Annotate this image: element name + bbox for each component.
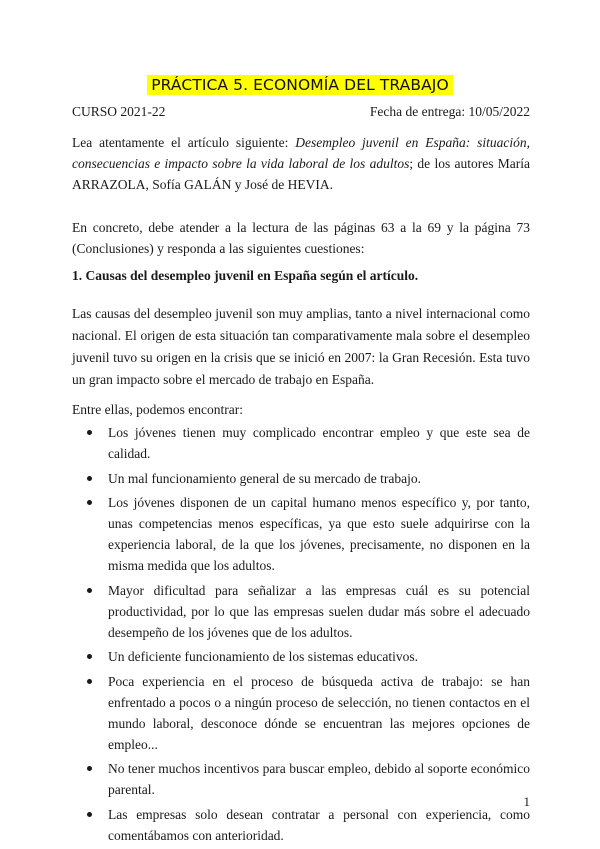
list-item: Los jóvenes tienen muy complicado encontrar empleo y que este sea de calidad.: [72, 422, 530, 464]
causes-paragraph: Las causas del desempleo juvenil son muy amplias, tanto a nivel internacional como nacional. El origen de esta situación tan comparativamente mala sobre el desempleo juvenil tuvo su origen en la crisis que se inició en 2007: la Gran Recesión. Esta tuvo un gran impacto sobre el mercado de trabajo en España.: [72, 306, 530, 387]
intro-paragraph: [72, 132, 530, 195]
article-title: Desempleo juvenil en España: situación, consecuencias e impacto sobre la vida laboral de los adultos: [72, 135, 530, 171]
page-number: 1: [523, 794, 530, 809]
list-item: Poca experiencia en el proceso de búsqueda activa de trabajo: se han enfrentado a pocos o a ningún proceso de selección, no tienen contactos en el mundo laboral, desconoce dónde se encuentran las mejores opciones de empleo...: [72, 671, 530, 755]
causes-list: [72, 422, 530, 849]
list-item: Las empresas solo desean contratar a personal con experiencia, como comentábamos con anterioridad.: [72, 804, 530, 846]
delivery-date: Fecha de entrega: 10/05/2022: [369, 104, 530, 119]
list-item: Mayor dificultad para señalizar a las empresas cuál es su potencial productividad, por lo que las empresas suelen dudar más sobre el adecuado desempeño de los jóvenes que de los adultos.: [72, 580, 530, 643]
intro-text-after: ; de los autores María ARRAZOLA, Sofía GALÁN y José de HEVIA.: [72, 156, 531, 192]
list-item: Los jóvenes disponen de un capital humano menos específico y, por tanto, unas competencias menos específicas, ya que esto suele adquirirse con la experiencia laboral, de la que los jóvenes, precisamente, no disponen en la misma medida que los adultos.: [72, 492, 530, 576]
list-item: Un deficiente funcionamiento de los sistemas educativos.: [72, 646, 530, 667]
list-intro-paragraph: Entre ellas, podemos encontrar:: [72, 402, 243, 417]
instructions-paragraph: En concreto, debe atender a la lectura de las páginas 63 a la 69 y la página 73 (Conclusiones) y responda a las siguientes cuestiones:: [72, 220, 530, 256]
section-heading: 1. Causas del desempleo juvenil en España según el artículo.: [72, 268, 419, 283]
title-wrapper: [0, 75, 600, 95]
list-item: Un mal funcionamiento general de su mercado de trabajo.: [72, 468, 530, 489]
intro-text-before: Lea atentamente el artículo siguiente:: [72, 135, 296, 150]
document-title: PRÁCTICA 5. ECONOMÍA DEL TRABAJO: [147, 75, 453, 95]
list-item: No tener muchos incentivos para buscar empleo, debido al soporte económico parental.: [72, 758, 530, 800]
course-year: CURSO 2021-22: [72, 104, 166, 119]
